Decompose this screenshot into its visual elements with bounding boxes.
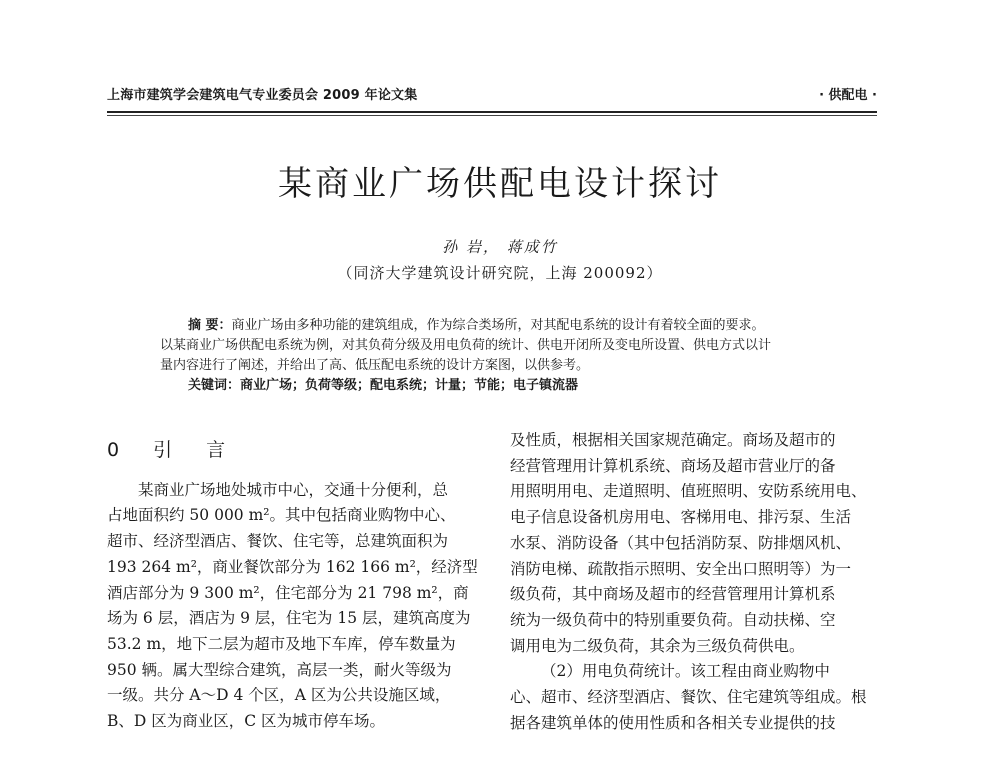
- body-line: 用照明用电、走道照明、值班照明、安防系统用电、: [510, 482, 867, 501]
- abstract-line-3: 量内容进行了阐述，并给出了高、低压配电系统的设计方案图，以供参考。: [160, 358, 590, 373]
- header-rule-thick: [107, 111, 877, 113]
- section-tag: · 供配电 ·: [819, 88, 877, 103]
- keywords-label: 关键词：: [188, 378, 241, 393]
- authors: 孙 岩， 蒋成竹: [442, 238, 558, 256]
- abstract-line-1: [160, 316, 860, 336]
- keywords-text: 商业广场；负荷等级；配电系统；计量；节能；电子镇流器: [240, 378, 579, 393]
- abstract-text-1: 商业广场由多种功能的建筑组成，作为综合类场所，对其配电系统的设计有着较全面的要求。: [231, 318, 765, 333]
- body-line: 超市、经济型酒店、餐饮、住宅等，总建筑面积为: [107, 532, 449, 551]
- header-rule-thin: [107, 115, 877, 116]
- body-line: 统为一级负荷中的特别重要负荷。自动扶梯、空: [510, 610, 836, 629]
- body-line: 水泵、消防设备（其中包括消防泵、防排烟风机、: [510, 533, 852, 552]
- body-line: （2）用电负荷统计。该工程由商业购物中: [541, 662, 830, 681]
- paper-title: 某商业广场供配电设计探讨: [278, 164, 722, 204]
- body-line: 占地面积约 50 000 m²。其中包括商业购物中心、: [107, 506, 456, 525]
- body-line: 某商业广场地处城市中心，交通十分便利，总: [138, 480, 449, 499]
- body-line: 53.2 m，地下二层为超市及地下车库，停车数量为: [107, 634, 456, 653]
- body-line: 场为 6 层，酒店为 9 层，住宅为 15 层，建筑高度为: [107, 609, 471, 628]
- abstract-block: [160, 316, 860, 396]
- body-line: 193 264 m²，商业餐饮部分为 162 166 m²，经济型: [107, 557, 478, 576]
- body-line: 据各建筑单体的使用性质和各相关专业提供的技: [510, 713, 836, 732]
- left-column: [107, 438, 477, 735]
- body-line: 酒店部分为 9 300 m²，住宅部分为 21 798 m²，商: [107, 583, 469, 602]
- journal-name: 上海市建筑学会建筑电气专业委员会 2009 年论文集: [107, 88, 418, 103]
- abstract-line-2: 以某商业广场供配电系统为例，对其负荷分级及用电负荷的统计、供电开闭所及变电所设置、供电方式以计: [160, 338, 772, 353]
- body-line: 经营管理用计算机系统、商场及超市营业厅的备: [510, 456, 836, 475]
- keywords-line: [160, 376, 860, 396]
- section-heading-intro: 0 引 言: [107, 439, 240, 461]
- affiliation: （同济大学建筑设计研究院，上海 200092）: [337, 264, 663, 282]
- right-column: [510, 428, 880, 736]
- body-line: 一级。共分 A～D 4 个区，A 区为公共设施区域，: [107, 686, 451, 705]
- abstract-label: 摘 要：: [188, 318, 232, 333]
- running-header: [107, 84, 877, 110]
- body-line: 950 辆。属大型综合建筑，高层一类，耐火等级为: [107, 660, 452, 679]
- body-line: 消防电梯、疏散指示照明、安全出口照明等）为一: [510, 559, 852, 578]
- body-line: B、D 区为商业区，C 区为城市停车场。: [107, 712, 386, 731]
- body-line: 级负荷，其中商场及超市的经营管理用计算机系: [510, 585, 836, 604]
- body-line: 及性质，根据相关国家规范确定。商场及超市的: [510, 431, 836, 449]
- body-line: 心、超市、经济型酒店、餐饮、住宅建筑等组成。根: [510, 688, 867, 707]
- body-line: 电子信息设备机房用电、客梯用电、排污泵、生活: [510, 508, 852, 527]
- body-line: 调用电为二级负荷，其余为三级负荷供电。: [510, 636, 805, 655]
